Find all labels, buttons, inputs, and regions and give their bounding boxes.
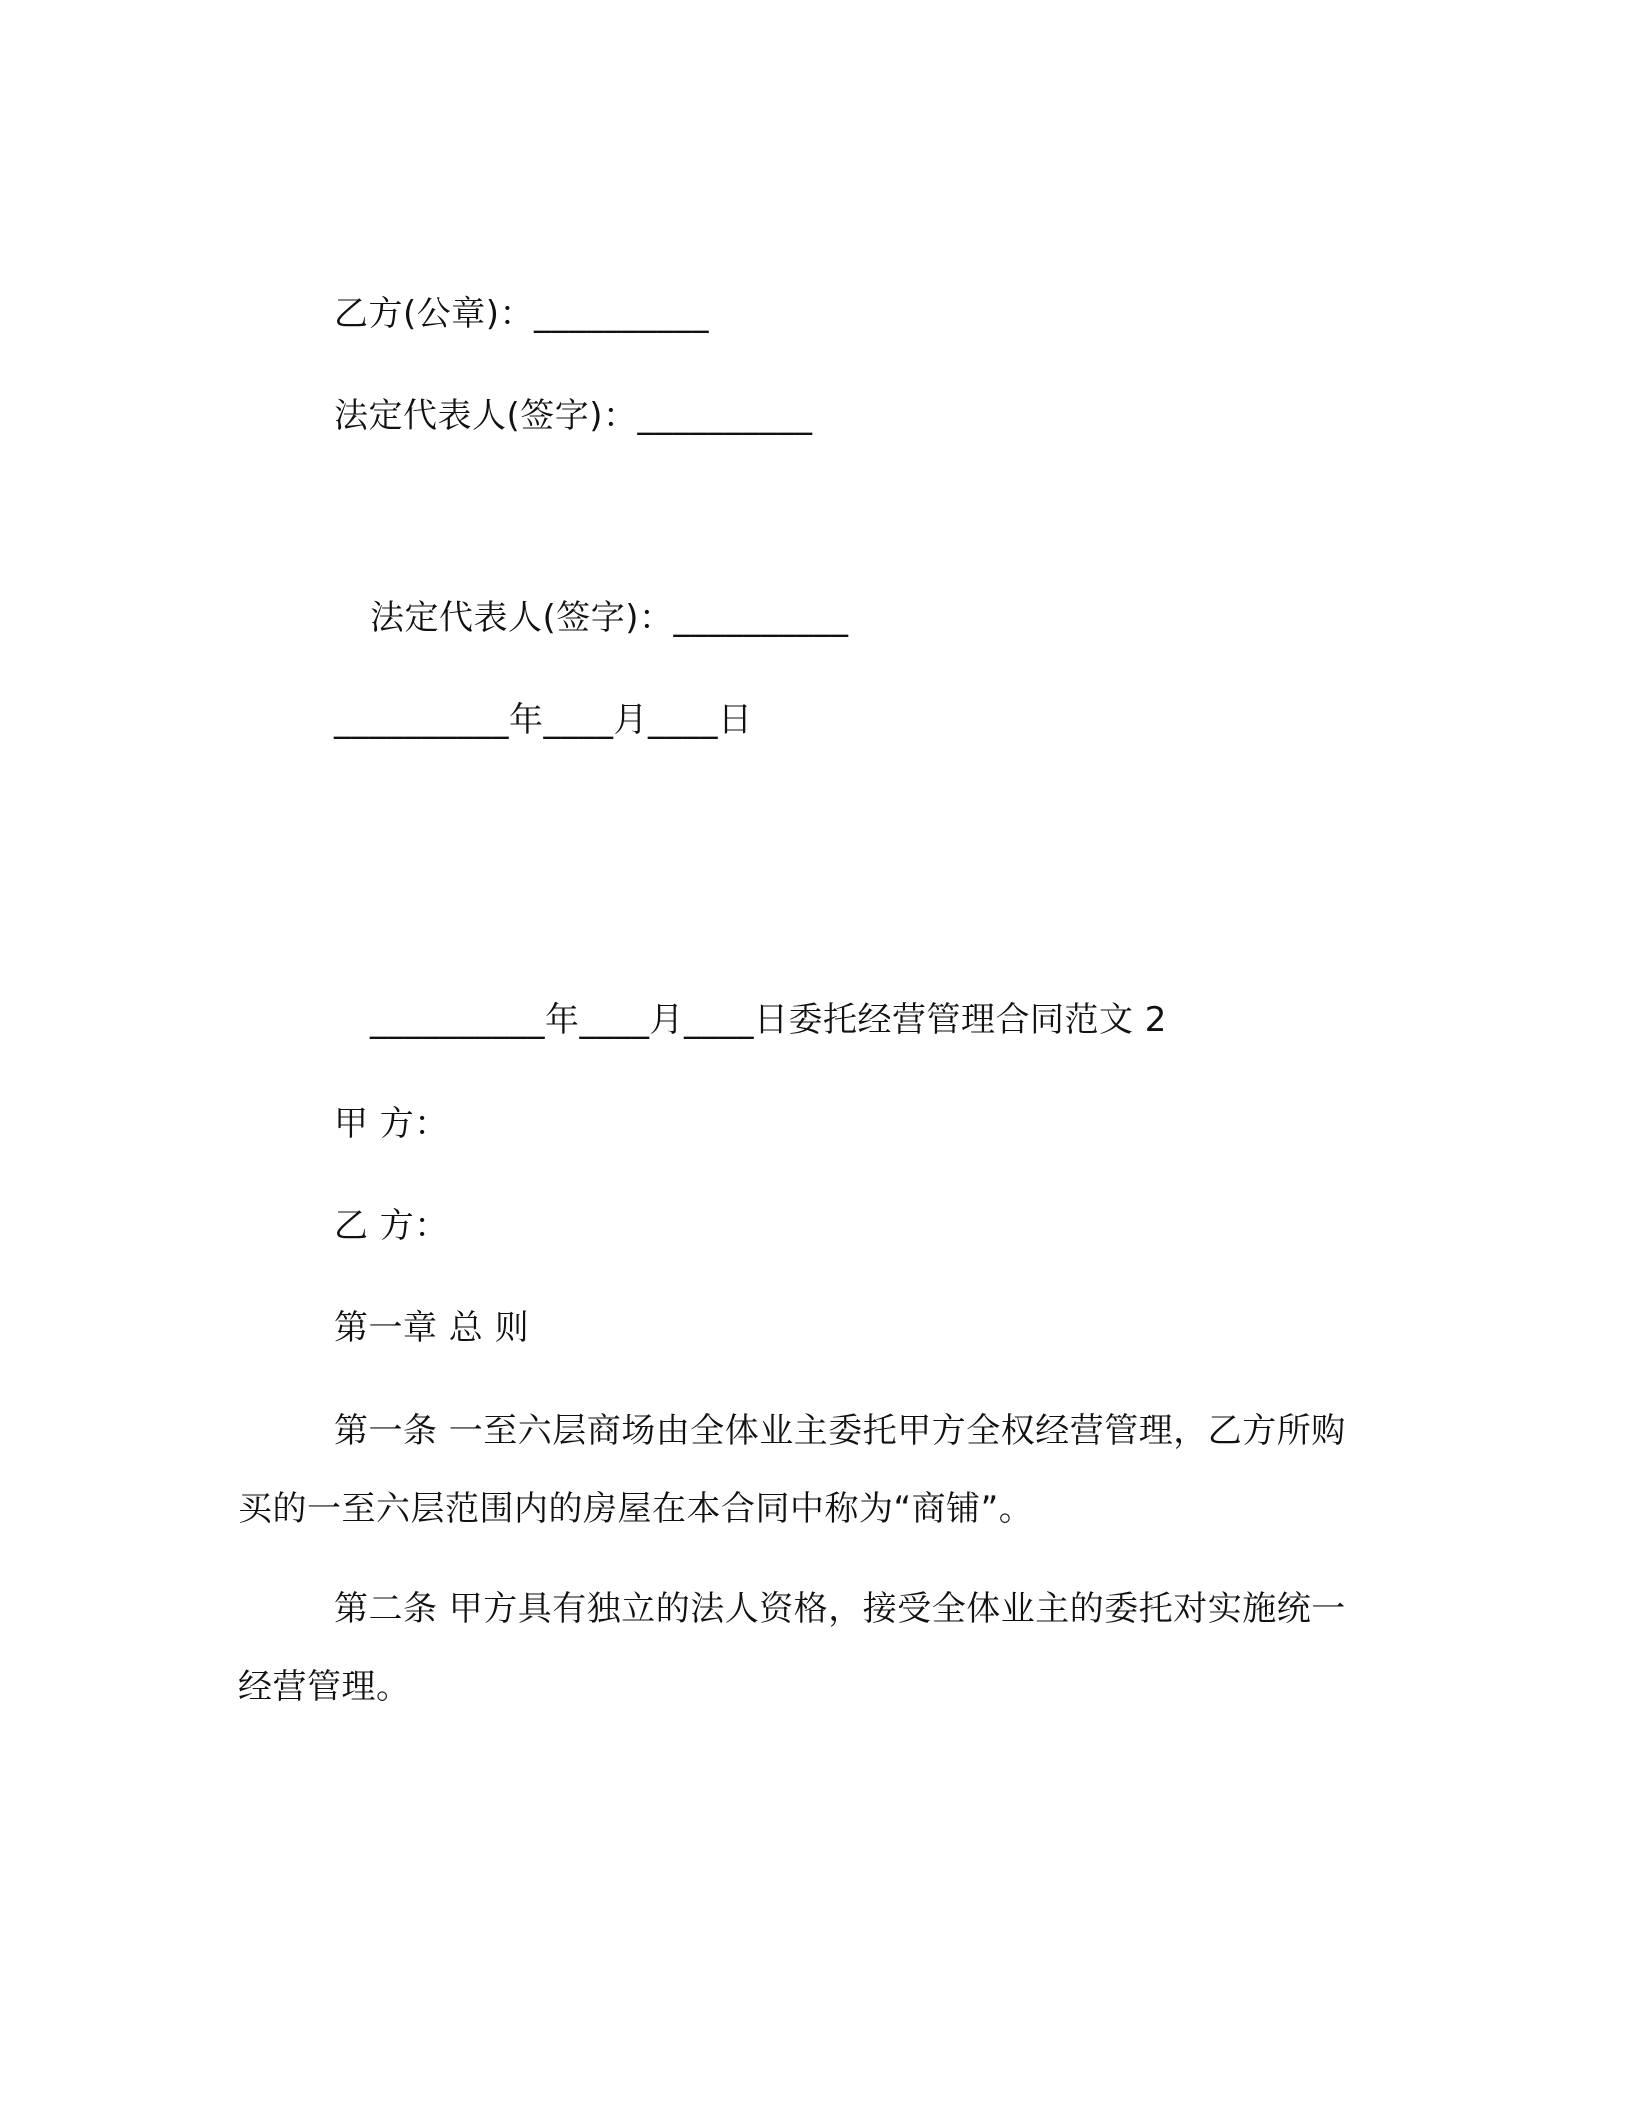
chapter-heading: 第一章 总 则 (334, 1308, 530, 1348)
contract-title: __________年____月____日委托经营管理合同范文 2 (370, 1000, 1167, 1040)
article-1-paragraph (238, 1392, 1378, 1548)
legal-rep-signature-line-2: 法定代表人(签字)：__________ (370, 598, 849, 638)
party-b-seal-line: 乙方(公章)：__________ (334, 294, 710, 334)
article-1-text: 第一条 一至六层商场由全体业主委托甲方全权经营管理，乙方所购买的一至六层范围内的房屋在本合同中称为“商铺”。 (238, 1411, 1346, 1529)
date-line: __________年____月____日 (334, 700, 753, 740)
article-2-text: 第二条 甲方具有独立的法人资格，接受全体业主的委托对实施统一经营管理。 (238, 1589, 1346, 1707)
article-2-paragraph (238, 1570, 1378, 1726)
legal-rep-signature-line: 法定代表人(签字)：__________ (334, 396, 813, 436)
party-b-label: 乙 方： (334, 1206, 449, 1246)
party-a-label: 甲 方： (334, 1104, 449, 1144)
